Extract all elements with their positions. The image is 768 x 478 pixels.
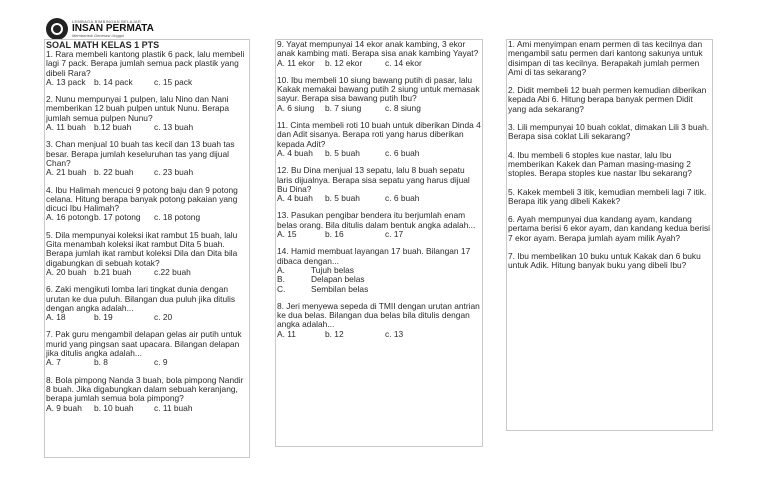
question-item — [508, 252, 712, 271]
answer-option: A. 4 buah — [277, 193, 313, 204]
answer-option: c. 18 potong — [154, 212, 201, 223]
answer-option: b. 16 — [325, 229, 344, 240]
question-list-1 — [46, 50, 249, 413]
answer-option — [277, 275, 482, 284]
answer-option: b.21 buah — [94, 266, 132, 277]
option-letter: B. — [277, 274, 285, 285]
question-item — [46, 186, 249, 223]
question-text: 13. Pasukan pengibar bendera itu berjumlah enam belas orang. Bila ditulis dalam bentuk angka adalah... — [277, 210, 476, 230]
answer-option: A. 20 buah — [46, 266, 87, 277]
question-item — [508, 188, 712, 207]
answer-option: c. 8 siung — [385, 102, 421, 113]
question-item — [46, 140, 249, 177]
question-list-2 — [277, 40, 482, 339]
answer-option: c. 6 buah — [385, 193, 420, 204]
answer-option: b. 5 buah — [325, 193, 360, 204]
answer-option: b. 22 buah — [94, 167, 134, 178]
answer-option: c. 9 — [154, 357, 168, 368]
question-item — [508, 86, 712, 114]
question-text: 6. Zaki mengikuti lomba lari tingkat dunia dengan urutan ke dua puluh. Bilangan dua puluh jika ditulis dengan angka adalah... — [46, 284, 236, 313]
option-letter: A. — [277, 264, 285, 275]
question-item — [46, 231, 249, 277]
logo-emblem-icon — [46, 18, 68, 40]
answer-option: b. 10 buah — [94, 402, 134, 413]
question-text: 3. Chan menjual 10 buah tas kecil dan 13 buah tas besar. Berapa jumlah keseluruhan tas yang dijual Chan? — [46, 139, 235, 168]
answer-options — [46, 78, 249, 87]
answer-option: A. 11 — [277, 328, 296, 339]
answer-option — [277, 285, 482, 294]
answer-option: A. 9 buah — [46, 402, 82, 413]
answer-option: A. 16 potong — [46, 212, 94, 223]
answer-option: A. 6 siung — [277, 102, 315, 113]
answer-option: c. 13 — [385, 328, 404, 339]
question-text: 2. Didit membeli 12 buah permen kemudian diberikan kepada Abi 6. Hitung berapa banyak permen Didit yang ada sekarang? — [508, 85, 707, 114]
question-text: 4. Ibu Halimah mencuci 9 potong baju dan 9 potong celana. Hitung berapa banyak potong pakaian yang dicuci Ibu Halimah? — [46, 184, 238, 214]
answer-option: c. 6 buah — [385, 147, 420, 158]
answer-option: b. 19 — [94, 312, 113, 323]
answer-option: A. 11 buah — [46, 122, 86, 133]
question-text: 12. Bu Dina menjual 13 sepatu, lalu 8 buah sepatu laris dijualnya. Berapa sisa sepatu yang harus dijual Bu Dina? — [277, 165, 470, 194]
question-text: 5. Kakek membeli 3 itik, kemudian membeli lagi 7 itik. Berapa itik yang dibeli Kakek? — [508, 186, 707, 206]
answer-options — [46, 268, 249, 277]
question-item — [277, 247, 482, 293]
option-text: Sembilan belas — [311, 283, 369, 294]
answer-option: c. 11 buah — [154, 402, 193, 413]
answer-option: c. 13 buah — [154, 122, 194, 133]
answer-option: A. 18 — [46, 312, 66, 323]
answer-option: b. 12 — [325, 328, 344, 339]
question-text: 8. Bola pimpong Nanda 3 buah, bola pimpong Nandir 8 buah. Jika digabungkan dalam sebuah keranjang, berapa jumlah semua bola pimpong? — [46, 374, 244, 404]
answer-option: A. 11 ekor — [277, 57, 315, 68]
option-text: Tujuh belas — [311, 264, 354, 275]
question-item — [277, 302, 482, 339]
question-item — [46, 285, 249, 322]
logo-org: LEMBAGA BIMBINGAN BELAJAR — [72, 19, 142, 24]
question-text: 8. Jeri menyewa sepeda di TMII dengan urutan antrian ke dua belas. Bilangan dua belas bila ditulis dengan angka adalah... — [277, 300, 480, 330]
answer-option: b. 17 potong — [94, 212, 141, 223]
logo-text — [72, 20, 154, 38]
answer-option: c. 23 buah — [154, 167, 194, 178]
essay-question-list — [508, 40, 712, 271]
question-text: 3. Lili mempunyai 10 buah coklat, dimakan Lili 3 buah. Berapa sisa coklat Lili sekarang? — [508, 122, 710, 142]
question-item — [46, 50, 249, 87]
question-text: 6. Ayah mempunyai dua kandang ayam, kandang pertama berisi 6 ekor ayam, dan kandang kedua berisi 7 ekor ayam. Berapa jumlah ayam milik Ayah? — [508, 214, 711, 243]
question-item — [46, 330, 249, 367]
question-item — [277, 211, 482, 239]
answer-option: c. 15 pack — [154, 76, 193, 87]
question-item — [508, 40, 712, 77]
answer-options — [277, 230, 482, 239]
question-item — [508, 123, 712, 142]
answer-options — [277, 266, 482, 294]
answer-options — [46, 358, 249, 367]
answer-options — [46, 123, 249, 132]
logo-name: INSAN PERMATA — [72, 23, 154, 34]
answer-option: b. 5 buah — [325, 147, 360, 158]
question-item — [277, 166, 482, 203]
question-text: 2. Nunu mempunyai 1 pulpen, lalu Nino dan Nani memberikan 12 buah pulpen untuk Nunu. Berapa jumlah semua pulpen Nunu? — [46, 94, 229, 123]
question-text: 7. Ibu membelikan 10 buku untuk Kakak dan 6 buku untuk Adik. Hitung banyak buku yang dibeli Ibu? — [508, 251, 701, 271]
answer-option: c.22 buah — [154, 266, 191, 277]
answer-option: A. 15 — [277, 229, 297, 240]
question-text: 9. Yayat mempunyai 14 ekor anak kambing, 3 ekor anak kambing mati. Berapa sisa anak kambing Yayat? — [277, 39, 479, 59]
question-item — [277, 40, 482, 68]
answer-options — [277, 194, 482, 203]
question-column-3 — [506, 39, 713, 431]
question-text: 1. Ami menyimpan enam permen di tas kecilnya dan mengambil satu permen dari kantong sakunya untuk disimpan di tas kecilnya. Berapakah jumlah permen Ami di tas sekarang? — [508, 39, 703, 77]
question-text: 11. Cinta membeli roti 10 buah untuk diberikan Dinda 4 dan Adit sisanya. Berapa roti yang harus diberikan kepada Adit? — [277, 120, 481, 149]
answer-option: c. 20 — [154, 312, 173, 323]
option-letter: C. — [277, 283, 286, 294]
question-text: 4. Ibu membeli 6 stoples kue nastar, lalu Ibu memberikan Kakek dan Paman masing-masing 2 stoples. Berapa stoples kue nastar Ibu sekarang? — [508, 149, 692, 179]
answer-option: c. 14 ekor — [385, 57, 422, 68]
question-item — [277, 76, 482, 113]
question-text: 1. Rara membeli kantong plastik 6 pack, lalu membeli lagi 7 pack. Berapa jumlah semua pack plastik yang dibeli Rara? — [46, 49, 245, 78]
answer-options — [277, 59, 482, 68]
answer-option: b. 8 — [94, 357, 108, 368]
question-text: 10. Ibu membeli 10 siung bawang putih di pasar, lalu Kakak memakai bawang putih 2 siung untuk memasak sayur. Berapa sisa bawang putih Ibu? — [277, 74, 480, 104]
question-item — [46, 376, 249, 413]
question-column-2 — [275, 39, 483, 447]
question-item — [508, 215, 712, 243]
answer-options — [46, 404, 249, 413]
page-title: SOAL MATH KELAS 1 PTS — [46, 40, 160, 50]
answer-option: b. 14 pack — [94, 76, 133, 87]
option-text: Delapan belas — [311, 274, 365, 285]
answer-options — [277, 104, 482, 113]
question-item — [46, 95, 249, 132]
answer-option: b. 12 ekor — [325, 57, 363, 68]
answer-options — [277, 149, 482, 158]
answer-option: A. 21 buah — [46, 167, 87, 178]
question-text: 7. Pak guru mengambil delapan gelas air putih untuk murid yang pingsan saat upacara. Bilangan delapan jika ditulis angka adalah... — [46, 329, 242, 359]
answer-option — [277, 266, 482, 275]
answer-options — [277, 330, 482, 339]
answer-option: c. 17 — [385, 229, 404, 240]
answer-option: A. 7 — [46, 357, 61, 368]
logo-tagline: Membentuk Generasi Unggul — [72, 33, 125, 38]
question-text: 5. Dila mempunyai koleksi ikat rambut 15 buah, lalu Gita menambah koleksi ikat rambut Dita 5 buah. Berapa jumlah ikat rambut koleksi Dila dan Dita bila digabungkan di sebuah kotak? — [46, 229, 238, 268]
answer-options — [46, 168, 249, 177]
answer-option: b.12 buah — [94, 122, 132, 133]
brand-logo — [46, 18, 154, 40]
answer-option: A. 13 pack — [46, 76, 86, 87]
answer-option: b. 7 siung — [325, 102, 362, 113]
question-column-1 — [44, 39, 250, 458]
question-item — [277, 121, 482, 158]
question-text: 14. Hamid membuat layangan 17 buah. Bilangan 17 dibaca dengan... — [277, 246, 471, 266]
question-item — [508, 151, 712, 179]
answer-options — [46, 313, 249, 322]
answer-options — [46, 213, 249, 222]
answer-option: A. 4 buah — [277, 147, 313, 158]
